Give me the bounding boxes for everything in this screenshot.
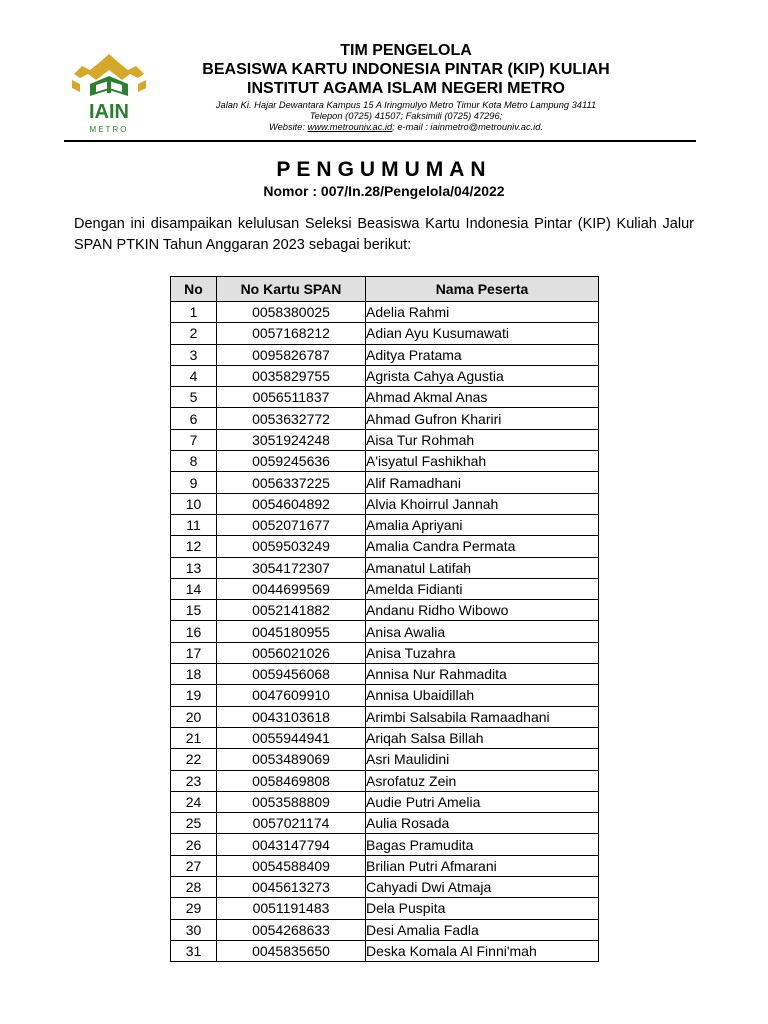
row-number: 7 [171,429,217,450]
row-number: 26 [171,834,217,855]
row-kartu-span: 0058469808 [217,770,366,791]
row-nama-peserta: Alvia Khoirrul Jannah [366,493,599,514]
table-row [171,727,599,748]
table-row [171,791,599,812]
table-row [171,940,599,961]
row-nama-peserta: Alif Ramadhani [366,472,599,493]
logo-text: IAIN [89,101,129,123]
letterhead [160,42,652,133]
row-number: 20 [171,706,217,727]
row-number: 9 [171,472,217,493]
row-kartu-span: 0057168212 [217,323,366,344]
row-nama-peserta: Brilian Putri Afmarani [366,855,599,876]
table-row [171,642,599,663]
row-kartu-span: 0054268633 [217,919,366,940]
row-nama-peserta: Aditya Pratama [366,344,599,365]
row-nama-peserta: Anisa Awalia [366,621,599,642]
letterhead-divider [64,140,696,142]
header-address: Jalan Ki. Hajar Dewantara Kampus 15 A Iringmulyo Metro Timur Kota Metro Lampung 34111 [215,100,597,110]
header-phone: Telepon (0725) 41507; Faksimili (0725) 47296; [309,111,503,121]
row-kartu-span: 0053489069 [217,749,366,770]
row-number: 31 [171,940,217,961]
row-number: 24 [171,791,217,812]
row-nama-peserta: Dela Puspita [366,898,599,919]
row-nama-peserta: Audie Putri Amelia [366,791,599,812]
row-number: 6 [171,408,217,429]
website-label: Website: [269,122,308,132]
row-number: 14 [171,578,217,599]
row-number: 29 [171,898,217,919]
header-contact [160,122,652,133]
table-row [171,493,599,514]
row-kartu-span: 0045180955 [217,621,366,642]
row-nama-peserta: Ahmad Akmal Anas [366,387,599,408]
row-kartu-span: 0053588809 [217,791,366,812]
table-row [171,813,599,834]
row-kartu-span: 0052141882 [217,600,366,621]
table-row [171,557,599,578]
table-row [171,302,599,323]
row-number: 22 [171,749,217,770]
row-kartu-span: 0047609910 [217,685,366,706]
row-kartu-span: 0043147794 [217,834,366,855]
row-number: 23 [171,770,217,791]
table-row [171,770,599,791]
row-kartu-span: 3051924248 [217,429,366,450]
table-row [171,514,599,535]
table-row [171,834,599,855]
table-row [171,451,599,472]
row-nama-peserta: Arimbi Salsabila Ramaadhani [366,706,599,727]
row-number: 21 [171,727,217,748]
row-nama-peserta: Ahmad Gufron Khariri [366,408,599,429]
row-number: 1 [171,302,217,323]
row-kartu-span: 0051191483 [217,898,366,919]
row-kartu-span: 0056337225 [217,472,366,493]
row-number: 10 [171,493,217,514]
table-row [171,664,599,685]
header-no: No [171,277,217,302]
header-nama-peserta: Nama Peserta [366,277,599,302]
row-number: 8 [171,451,217,472]
table-row [171,578,599,599]
header-kartu-span: No Kartu SPAN [217,277,366,302]
row-number: 2 [171,323,217,344]
document-title: PENGUMUMAN [276,158,492,181]
row-nama-peserta: Andanu Ridho Wibowo [366,600,599,621]
participant-table [170,276,599,962]
row-nama-peserta: Asri Maulidini [366,749,599,770]
header-line3: INSTITUT AGAMA ISLAM NEGERI METRO [247,80,565,97]
row-nama-peserta: Amanatul Latifah [366,557,599,578]
row-nama-peserta: Adian Ayu Kusumawati [366,323,599,344]
document-number: Nomor : 007/In.28/Pengelola/04/2022 [263,183,505,199]
row-number: 12 [171,536,217,557]
row-number: 11 [171,514,217,535]
row-number: 19 [171,685,217,706]
intro-paragraph: Dengan ini disampaikan kelulusan Seleksi Beasiswa Kartu Indonesia Pintar (KIP) Kuliah Jalur SPAN PTKIN Tahun Anggaran 2023 sebagai berikut: [74,216,694,253]
row-nama-peserta: Annisa Ubaidillah [366,685,599,706]
row-kartu-span: 0059456068 [217,664,366,685]
row-kartu-span: 0059503249 [217,536,366,557]
row-nama-peserta: Adelia Rahmi [366,302,599,323]
row-kartu-span: 0056511837 [217,387,366,408]
table-row [171,621,599,642]
row-kartu-span: 0052071677 [217,514,366,535]
row-nama-peserta: Aisa Tur Rohmah [366,429,599,450]
website-link[interactable]: www.metrouniv.ac.id [307,122,393,132]
row-nama-peserta: Ariqah Salsa Billah [366,727,599,748]
row-nama-peserta: Amalia Candra Permata [366,536,599,557]
table-header-row [171,277,599,302]
row-nama-peserta: Bagas Pramudita [366,834,599,855]
email-label: ; e-mail : [392,122,431,132]
row-kartu-span: 0055944941 [217,727,366,748]
row-number: 25 [171,813,217,834]
row-kartu-span: 0056021026 [217,642,366,663]
table-row [171,344,599,365]
header-line2: BEASISWA KARTU INDONESIA PINTAR (KIP) KULIAH [202,61,610,78]
row-number: 3 [171,344,217,365]
table-row [171,323,599,344]
row-number: 17 [171,642,217,663]
row-kartu-span: 0035829755 [217,365,366,386]
row-kartu-span: 0053632772 [217,408,366,429]
row-nama-peserta: Desi Amalia Fadla [366,919,599,940]
table-row [171,706,599,727]
header-line1: TIM PENGELOLA [340,42,472,59]
row-kartu-span: 0057021174 [217,813,366,834]
row-nama-peserta: Agrista Cahya Agustia [366,365,599,386]
row-number: 15 [171,600,217,621]
table-row [171,877,599,898]
table-row [171,536,599,557]
row-number: 30 [171,919,217,940]
row-kartu-span: 0045835650 [217,940,366,961]
table-row [171,387,599,408]
table-row [171,429,599,450]
row-kartu-span: 3054172307 [217,557,366,578]
table-row [171,855,599,876]
row-number: 13 [171,557,217,578]
row-kartu-span: 0044699569 [217,578,366,599]
row-nama-peserta: Cahyadi Dwi Atmaja [366,877,599,898]
row-number: 27 [171,855,217,876]
row-number: 16 [171,621,217,642]
row-nama-peserta: Amalia Apriyani [366,514,599,535]
row-kartu-span: 0095826787 [217,344,366,365]
row-kartu-span: 0054588409 [217,855,366,876]
header-address-block [160,100,652,133]
row-nama-peserta: Deska Komala Al Finni'mah [366,940,599,961]
row-number: 4 [171,365,217,386]
row-kartu-span: 0059245636 [217,451,366,472]
row-kartu-span: 0058380025 [217,302,366,323]
table-row [171,408,599,429]
logo-subtext: METRO [89,125,129,134]
row-number: 5 [171,387,217,408]
table-row [171,685,599,706]
row-nama-peserta: Aulia Rosada [366,813,599,834]
table-row [171,472,599,493]
row-kartu-span: 0045613273 [217,877,366,898]
iain-metro-logo [66,44,152,136]
row-kartu-span: 0054604892 [217,493,366,514]
table-row [171,898,599,919]
table-row [171,919,599,940]
email-address: iainmetro@metrouniv.ac.id. [430,122,543,132]
row-nama-peserta: Amelda Fidianti [366,578,599,599]
table-row [171,365,599,386]
row-nama-peserta: Asrofatuz Zein [366,770,599,791]
row-kartu-span: 0043103618 [217,706,366,727]
row-number: 28 [171,877,217,898]
row-nama-peserta: A'isyatul Fashikhah [366,451,599,472]
table-row [171,749,599,770]
row-nama-peserta: Anisa Tuzahra [366,642,599,663]
row-nama-peserta: Annisa Nur Rahmadita [366,664,599,685]
table-row [171,600,599,621]
row-number: 18 [171,664,217,685]
